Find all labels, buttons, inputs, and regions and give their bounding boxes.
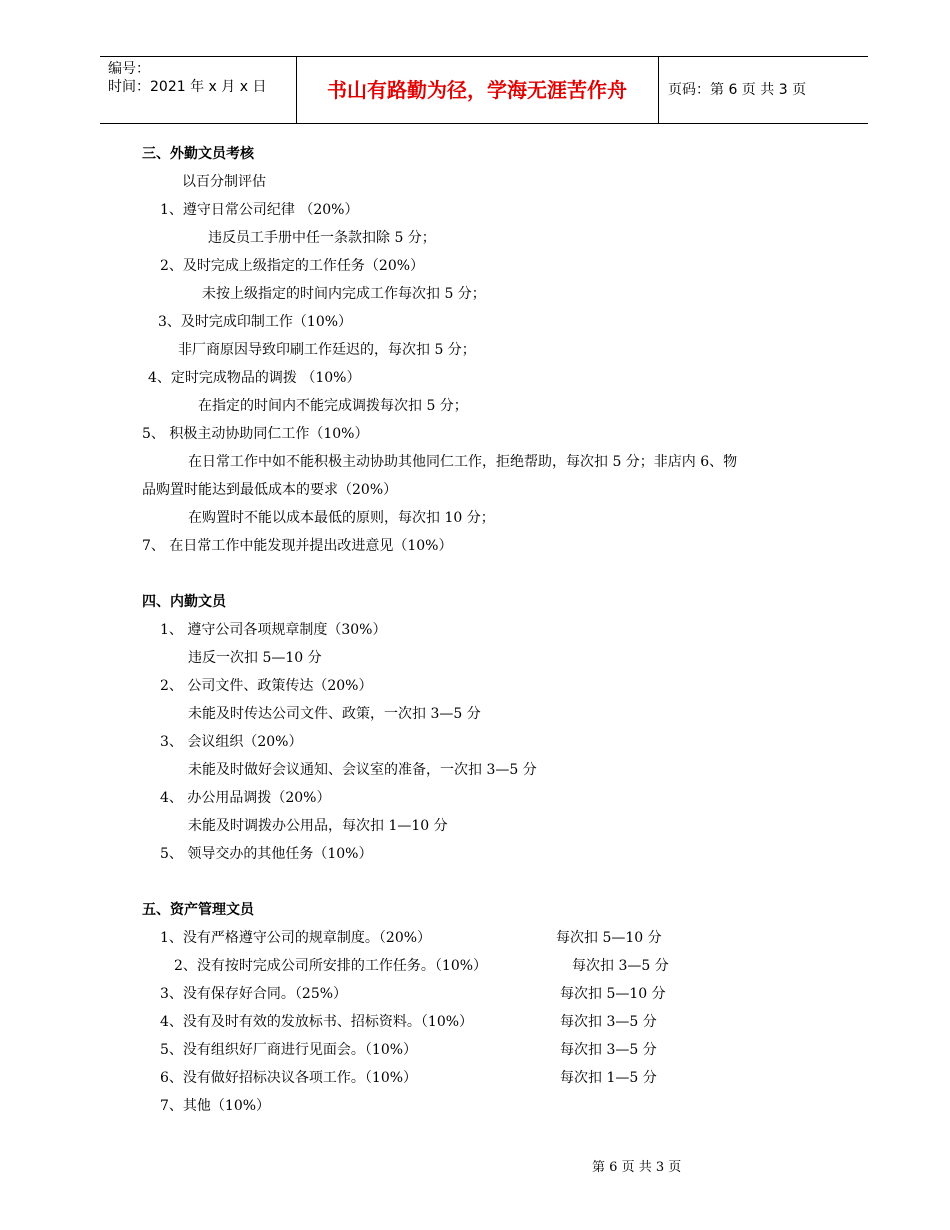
body-line: 在购置时不能以成本最低的原则，每次扣 10 分； xyxy=(188,510,495,526)
list-item: 2、没有按时完成公司所安排的工作任务。（10%） xyxy=(174,958,488,974)
penalty-text: 每次扣 1—5 分 xyxy=(560,1070,657,1086)
footer-di: 第 xyxy=(592,1160,606,1175)
penalty-text: 每次扣 5—10 分 xyxy=(556,930,662,946)
page-header xyxy=(100,56,868,124)
list-item: 1、遵守日常公司纪律 （20%） xyxy=(160,202,359,218)
penalty-text: 每次扣 3—5 分 xyxy=(560,1014,657,1030)
list-item: 5、 领导交办的其他任务（10%） xyxy=(160,846,373,862)
body-line: 未能及时调拨办公用品，每次扣 1—10 分 xyxy=(188,818,448,834)
body-line: 违反员工手册中任一条款扣除 5 分； xyxy=(208,230,436,246)
header-page-info: 页码：第 6 页 共 3 页 xyxy=(668,82,807,98)
list-item: 2、及时完成上级指定的工作任务（20%） xyxy=(160,258,425,274)
list-item: 2、 公司文件、政策传达（20%） xyxy=(160,678,373,694)
penalty-text: 每次扣 3—5 分 xyxy=(572,958,669,974)
list-item: 3、没有保存好合同。（25%） xyxy=(160,986,348,1002)
list-item: 1、没有严格遵守公司的规章制度。（20%） xyxy=(160,930,432,946)
list-item: 5、 积极主动协助同仁工作（10%） xyxy=(142,426,369,442)
section-heading: 四、内勤文员 xyxy=(142,594,226,610)
body-line: 在日常工作中如不能积极主动协助其他同仁工作，拒绝帮助，每次扣 5 分；非店内 6、物 xyxy=(188,454,738,470)
footer-page-number: 6 xyxy=(609,1160,618,1175)
body-line: 违反一次扣 5—10 分 xyxy=(188,650,322,666)
list-item: 4、定时完成物品的调拨 （10%） xyxy=(148,370,361,386)
footer-total-pages: 3 xyxy=(655,1160,665,1175)
header-meta xyxy=(108,60,266,96)
penalty-text: 每次扣 5—10 分 xyxy=(560,986,666,1002)
header-divider xyxy=(658,57,659,123)
body-line: 未能及时传达公司文件、政策，一次扣 3—5 分 xyxy=(188,706,481,722)
penalty-text: 每次扣 3—5 分 xyxy=(560,1042,657,1058)
body-line: 非厂商原因导致印刷工作廷迟的，每次扣 5 分； xyxy=(178,342,476,358)
body-line: 品购置时能达到最低成本的要求（20%） xyxy=(142,482,398,498)
list-item: 4、 办公用品调拨（20%） xyxy=(160,790,331,806)
list-item: 3、 会议组织（20%） xyxy=(160,734,303,750)
footer-ye-gong: 页 共 xyxy=(621,1160,652,1175)
list-item: 7、其他（10%） xyxy=(160,1098,271,1114)
section-heading: 五、资产管理文员 xyxy=(142,902,254,918)
body-line: 在指定的时间内不能完成调拨每次扣 5 分； xyxy=(198,398,468,414)
list-item: 3、及时完成印制工作（10%） xyxy=(158,314,353,330)
section-heading: 三、外勤文员考核 xyxy=(142,146,254,162)
list-item: 1、 遵守公司各项规章制度（30%） xyxy=(160,622,387,638)
code-label: 编号： xyxy=(108,61,150,77)
list-item: 4、没有及时有效的发放标书、招标资料。（10%） xyxy=(160,1014,474,1030)
list-item: 6、没有做好招标决议各项工作。（10%） xyxy=(160,1070,418,1086)
time-label: 时间：2021 年 x 月 x 日 xyxy=(108,79,267,95)
list-item: 5、没有组织好厂商进行见面会。（10%） xyxy=(160,1042,418,1058)
header-motto: 书山有路勤为径，学海无涯苦作舟 xyxy=(327,78,627,102)
body-line: 以百分制评估 xyxy=(182,174,266,190)
footer-ye: 页 xyxy=(668,1160,682,1175)
list-item: 7、 在日常工作中能发现并提出改进意见（10%） xyxy=(142,538,453,554)
page-footer xyxy=(592,1156,681,1175)
body-line: 未能及时做好会议通知、会议室的准备，一次扣 3—5 分 xyxy=(188,762,537,778)
body-line: 未按上级指定的时间内完成工作每次扣 5 分； xyxy=(202,286,486,302)
